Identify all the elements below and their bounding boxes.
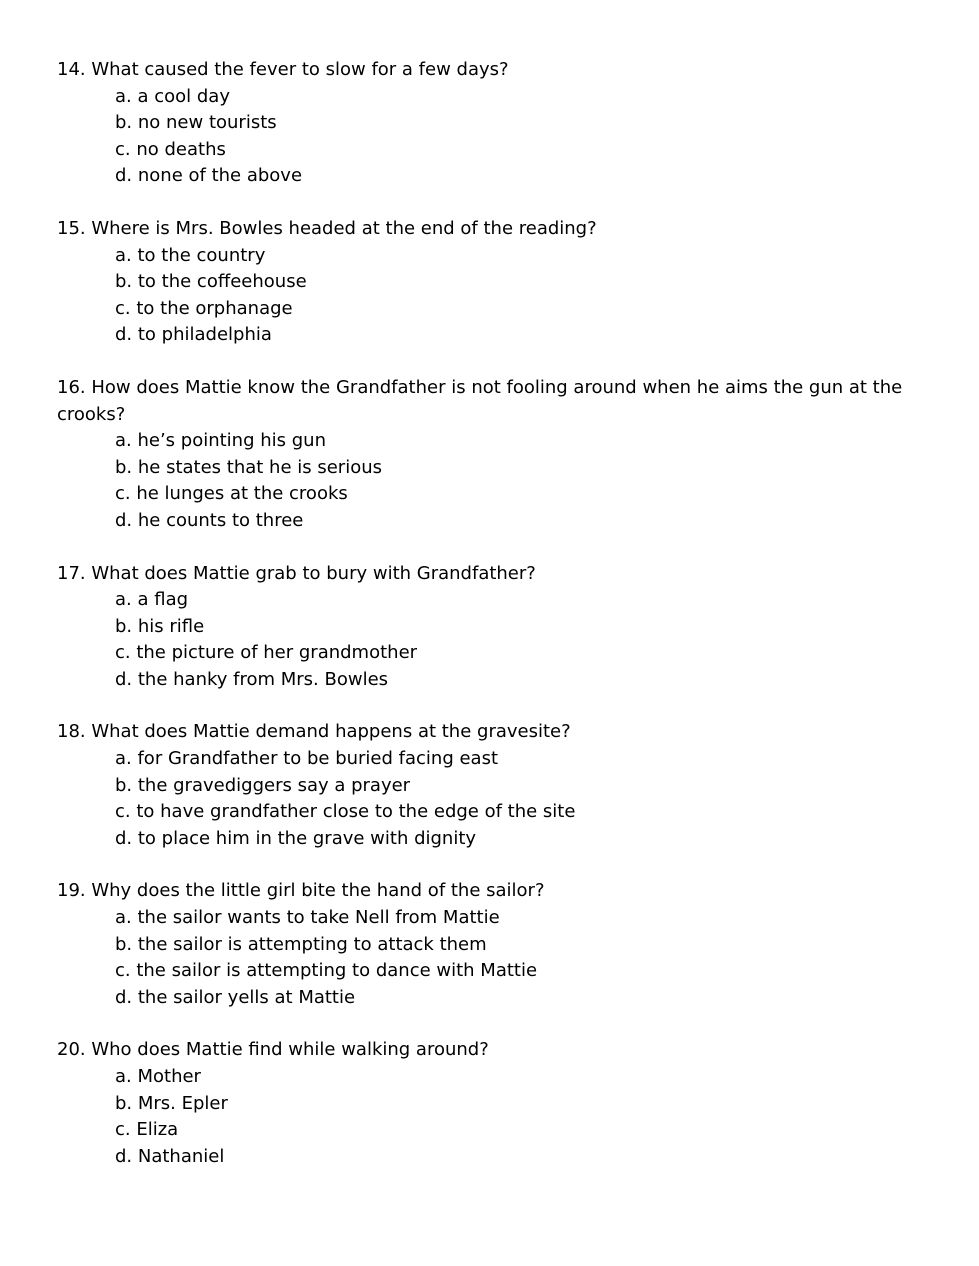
answer-option-b: b. Mrs. Epler (115, 1092, 228, 1114)
question-20 (57, 1037, 907, 1170)
question-text: 19. Why does the little girl bite the hand of the sailor? (57, 880, 545, 902)
answer-option-c: c. to the orphanage (115, 297, 293, 319)
answer-option-d: d. the sailor yells at Mattie (115, 986, 356, 1008)
question-text: 16. How does Mattie know the Grandfather is not fooling around when he aims the gun at the crooks? (57, 376, 903, 425)
answer-option-a: a. a flag (115, 589, 189, 611)
question-text: 17. What does Mattie grab to bury with Grandfather? (57, 562, 536, 584)
answer-option-c: c. the sailor is attempting to dance with Mattie (115, 960, 538, 982)
answer-options (57, 905, 907, 1011)
answer-option-d: d. he counts to three (115, 509, 304, 531)
question-16 (57, 375, 907, 535)
answer-option-b: b. the gravediggers say a prayer (115, 774, 411, 796)
answer-option-a: a. Mother (115, 1066, 201, 1087)
answer-option-d: d. to place him in the grave with dignity (115, 827, 477, 849)
answer-option-d: d. Nathaniel (115, 1145, 225, 1167)
answer-option-a: a. for Grandfather to be buried facing east (115, 748, 499, 770)
answer-option-a: a. to the country (115, 244, 266, 266)
answer-option-c: c. he lunges at the crooks (115, 483, 348, 505)
answer-option-b: b. he states that he is serious (115, 456, 383, 478)
question-text: 14. What caused the fever to slow for a few days? (57, 59, 509, 80)
question-17 (57, 561, 907, 694)
question-text: 18. What does Mattie demand happens at the gravesite? (57, 721, 571, 743)
answer-option-a: a. he’s pointing his gun (115, 430, 326, 452)
question-18 (57, 719, 907, 852)
question-19 (57, 878, 907, 1011)
answer-option-c: c. the picture of her grandmother (115, 642, 418, 664)
quiz-page (57, 57, 907, 1196)
answer-options (57, 428, 907, 534)
answer-option-a: a. the sailor wants to take Nell from Mattie (115, 907, 500, 929)
question-text: 20. Who does Mattie find while walking around? (57, 1039, 489, 1061)
answer-option-b: b. to the coffeehouse (115, 271, 307, 293)
answer-option-c: c. to have grandfather close to the edge of the site (115, 801, 576, 823)
answer-option-c: c. Eliza (115, 1119, 179, 1141)
question-14 (57, 57, 907, 190)
answer-option-d: d. none of the above (115, 165, 303, 187)
answer-options (57, 587, 907, 693)
answer-option-b: b. the sailor is attempting to attack them (115, 933, 487, 955)
question-text: 15. Where is Mrs. Bowles headed at the end of the reading? (57, 217, 597, 239)
answer-options (57, 1064, 907, 1170)
answer-option-d: d. the hanky from Mrs. Bowles (115, 668, 389, 690)
question-15 (57, 216, 907, 349)
answer-options (57, 84, 907, 190)
answer-option-a: a. a cool day (115, 85, 230, 107)
answer-option-b: b. his rifle (115, 615, 205, 637)
answer-option-d: d. to philadelphia (115, 324, 272, 346)
answer-options (57, 746, 907, 852)
answer-option-b: b. no new tourists (115, 112, 277, 134)
answer-options (57, 243, 907, 349)
answer-option-c: c. no deaths (115, 138, 226, 160)
